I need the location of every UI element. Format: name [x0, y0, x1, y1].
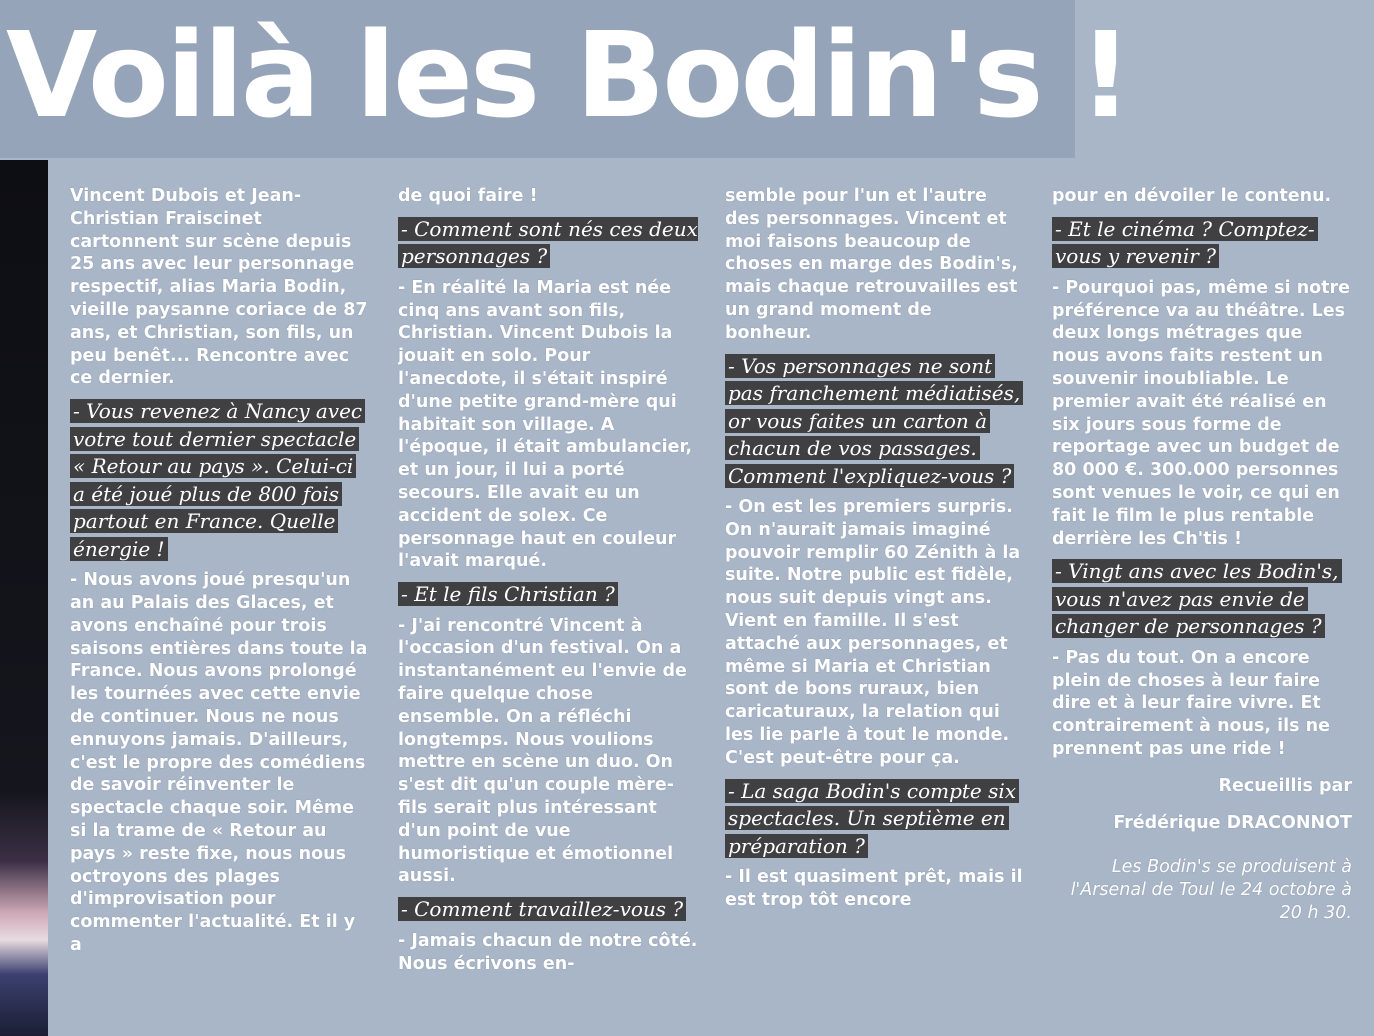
intro-paragraph: Vincent Dubois et Jean-Christian Fraiscinet cartonnent sur scène depuis 25 ans avec leur personnage respectif, alias Maria Bodin, vieille paysanne coriace de 87 ans, et Christian, son fils, un peu benêt... Rencontre avec ce dernier. — [70, 186, 368, 389]
answer-3: - J'ai rencontré Vincent à l'occasion d'un festival. On a instantanément eu l'envie de faire quelque chose ensemble. On a réfléchi longtemps. Nous voulions mettre en scène un duo. On s'est dit qu'un couple mère-fils serait plus intéressant d'un point de vue humoristique et émotionnel aussi. — [398, 615, 687, 887]
question-5: - Vos personnages ne sont pas franchement médiatisés, or vous faites un carton à chacun de vos passages. Comment l'expliquez-vous ? — [725, 353, 1023, 491]
question-1: - Vous revenez à Nancy avec votre tout dernier spectacle « Retour au pays ». Celui-ci a été joué plus de 800 fois partout en France. Quelle énergie ! — [70, 398, 370, 563]
credit-author: Frédérique DRACONNOT — [1113, 812, 1352, 833]
question-7: - Et le cinéma ? Comptez-vous y revenir ? — [1052, 216, 1352, 271]
answer-1: - Nous avons joué presqu'un an au Palais des Glaces, et avons enchaîné pour trois saisons entières dans toute la France. Nous avons prolongé les tournées avec cette envie de continuer. Nous ne nous ennuyons jamais. D'ailleurs, c'est le propre des comédiens de savoir réinventer le spectacle chaque soir. Même si la trame de « Retour au pays » reste fixe, nous nous octroyons des plages d'improvisation pour commenter l'actualité. Et il y a — [70, 570, 368, 955]
question-8: - Vingt ans avec les Bodin's, vous n'avez pas envie de changer de personnages ? — [1052, 558, 1352, 641]
question-3: - Et le fils Christian ? — [398, 581, 618, 609]
event-note: Les Bodin's se produisent à l'Arsenal de Toul le 24 octobre à 20 h 30. — [1070, 857, 1352, 924]
question-4: - Comment travaillez-vous ? — [398, 896, 686, 924]
article-column-4 — [1052, 185, 1352, 1025]
headline: Voilà les Bodin's ! — [6, 6, 1130, 144]
answer-4-continued: semble pour l'un et l'autre des personnages. Vincent et moi faisons beaucoup de choses en marge des Bodin's, mais chaque retrouvailles est un grand moment de bonheur. — [725, 186, 1018, 343]
answer-6-continued: pour en dévoiler le contenu. — [1052, 186, 1332, 206]
article-column-1 — [70, 185, 370, 1025]
article-column-2 — [398, 185, 698, 1025]
question-2: - Comment sont nés ces deux personnages ? — [398, 216, 698, 271]
answer-8: - Pas du tout. On a encore plein de choses à leur faire dire et à leur faire vivre. Et contrairement à nous, ils ne prennent pas une ride ! — [1052, 647, 1331, 760]
answer-5: - On est les premiers surpris. On n'aurait jamais imaginé pouvoir remplir 60 Zénith à la suite. Notre public est fidèle, nous suit depuis vingt ans. Vient en famille. Il s'est attaché aux personnages, et même si Maria et Christian sont de bons ruraux, bien caricaturaux, la relation qui les lie parle à tout le monde. C'est peut-être pour ça. — [725, 497, 1021, 768]
photo-strip — [0, 160, 48, 1036]
answer-7: - Pourquoi pas, même si notre préférence va au théâtre. Les deux longs métrages que nous avons faits restent un souvenir inoubliable. Le premier avait été réalisé en six jours sous forme de reportage avec un budget de 80 000 €. 300.000 personnes sont venues le voir, ce qui en fait le film le plus rentable derrière les Ch'tis ! — [1052, 277, 1351, 549]
article-column-3 — [725, 185, 1023, 1025]
answer-6: - Il est quasiment prêt, mais il est trop tôt encore — [725, 867, 1023, 910]
answer-1-continued: de quoi faire ! — [398, 186, 538, 206]
question-6: - La saga Bodin's compte six spectacles. Un septième en préparation ? — [725, 778, 1023, 861]
answer-4: - Jamais chacun de notre côté. Nous écrivons en- — [398, 930, 698, 974]
answer-2: - En réalité la Maria est née cinq ans avant son fils, Christian. Vincent Dubois la jouait en solo. Pour l'anecdote, il s'était inspiré d'une petite grand-mère qui habitait son village. A l'époque, il était ambulancier, et un jour, il lui a porté secours. Elle avait eu un accident de solex. Ce personnage haut en couleur l'avait marqué. — [398, 277, 693, 572]
credit-line-1: Recueillis par — [1218, 775, 1352, 796]
